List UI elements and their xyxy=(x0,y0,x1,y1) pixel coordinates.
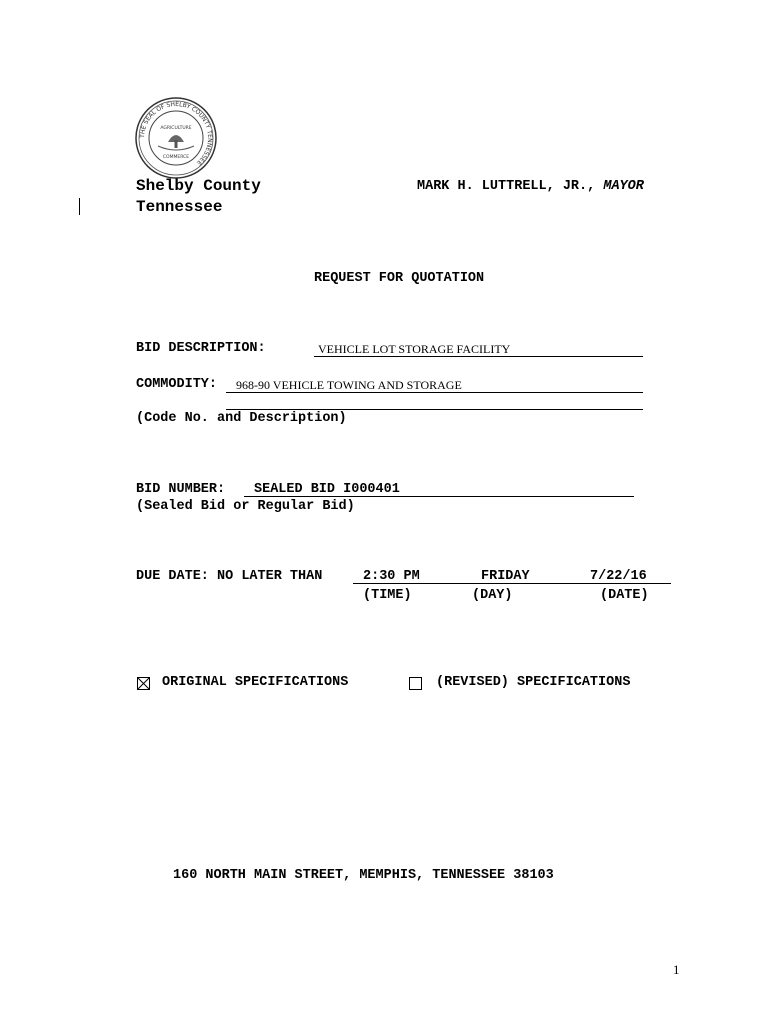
text-cursor xyxy=(79,198,80,215)
bid-number-label: BID NUMBER: xyxy=(136,482,226,497)
commodity-label: COMMODITY: xyxy=(136,377,218,392)
page-title: REQUEST FOR QUOTATION xyxy=(314,271,485,286)
due-day-value: FRIDAY xyxy=(481,569,530,584)
bid-description-value: VEHICLE LOT STORAGE FACILITY xyxy=(318,342,511,356)
commodity-underline xyxy=(226,392,643,393)
day-caption: (DAY) xyxy=(472,588,513,603)
bid-description-label: BID DESCRIPTION: xyxy=(136,341,266,356)
bid-number-value: SEALED BID I000401 xyxy=(254,482,400,497)
due-date-underline xyxy=(353,583,671,584)
original-specifications-label: ORIGINAL SPECIFICATIONS xyxy=(162,675,349,690)
bid-description-underline xyxy=(314,356,643,357)
county-seal xyxy=(134,96,218,180)
mayor-title: MAYOR xyxy=(603,179,644,194)
due-date-value: 7/22/16 xyxy=(590,569,647,584)
commodity-underline-2 xyxy=(226,409,643,410)
page-number: 1 xyxy=(673,962,680,977)
commodity-note: (Code No. and Description) xyxy=(136,411,347,426)
date-caption: (DATE) xyxy=(600,588,649,603)
seal-agriculture-text: AGRICULTURE xyxy=(160,126,192,131)
mayor-line xyxy=(417,179,644,194)
bid-number-note: (Sealed Bid or Regular Bid) xyxy=(136,499,355,514)
checkbox-x-icon xyxy=(138,678,149,689)
revised-specifications-label: (REVISED) SPECIFICATIONS xyxy=(436,675,631,690)
due-date-label: DUE DATE: NO LATER THAN xyxy=(136,569,323,584)
due-time-value: 2:30 PM xyxy=(363,569,420,584)
address: 160 NORTH MAIN STREET, MEMPHIS, TENNESSEE 38103 xyxy=(173,868,554,883)
time-caption: (TIME) xyxy=(363,588,412,603)
commodity-value: 968-90 VEHICLE TOWING AND STORAGE xyxy=(236,378,462,392)
bid-number-underline xyxy=(244,496,634,497)
revised-specifications-checkbox[interactable] xyxy=(409,677,422,690)
county-name-line2: Tennessee xyxy=(136,198,223,216)
county-name-line1: Shelby County xyxy=(136,177,261,195)
seal-commerce-text: COMMERCE xyxy=(162,155,190,160)
original-specifications-checkbox[interactable] xyxy=(137,677,150,690)
mayor-name: MARK H. LUTTRELL, JR., xyxy=(417,179,604,194)
seal-ring-text: THE SEAL OF SHELBY COUNTY TENNESSEE xyxy=(138,100,214,167)
